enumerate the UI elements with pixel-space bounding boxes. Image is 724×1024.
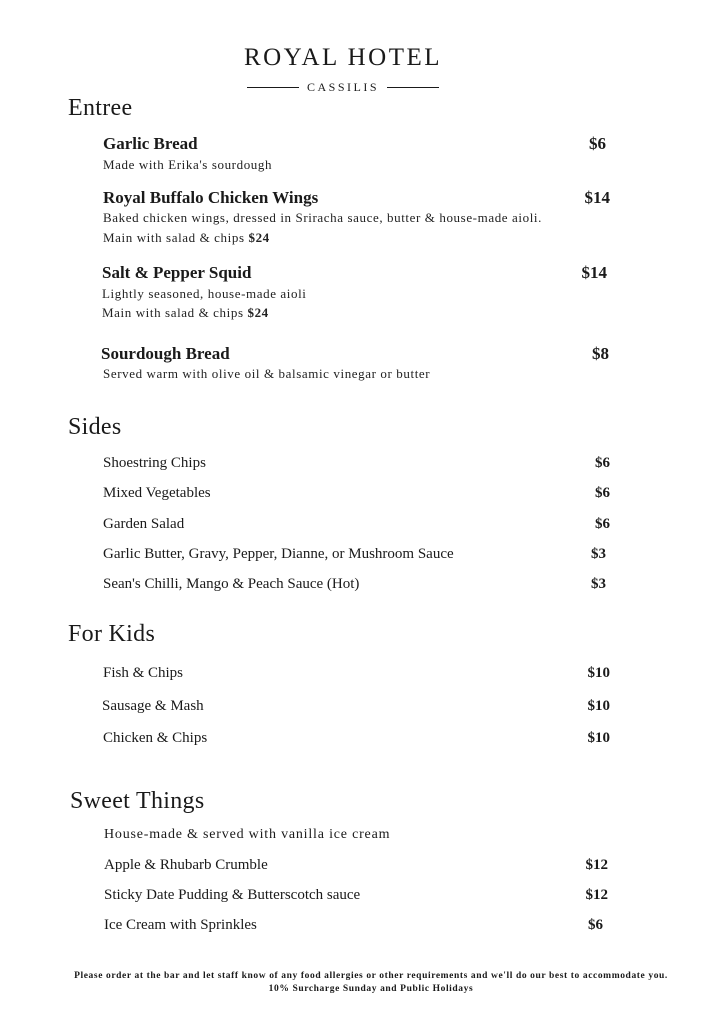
footer-note: Please order at the bar and let staff know of any food allergies or other requirements and we'll do our best to accommodate you. 10% Surcharge Sunday and Public Holidays [74,971,668,994]
menu-item-price: $14 [584,188,610,207]
right-divider [387,87,439,88]
list-item-price: $6 [595,516,610,532]
list-item-name: Sticky Date Pudding & Butterscotch sauce [104,887,361,903]
restaurant-subtitle: CASSILIS [306,80,379,94]
menu-item-price: $6 [589,134,606,153]
menu-item-description: Lightly seasoned, house-made aioli [102,286,307,301]
list-item-price: $3 [591,576,606,592]
menu-item-description: Made with Erika's sourdough [103,157,273,172]
restaurant-subtitle-block [0,75,686,95]
list-item-price: $6 [588,917,603,933]
list-item-price: $10 [587,665,610,681]
menu-item-name: Royal Buffalo Chicken Wings [103,188,319,207]
left-divider [247,87,299,88]
list-item-price: $12 [585,857,608,873]
list-item-name: Garden Salad [103,516,185,532]
section-heading-sides: Sides [68,414,122,440]
list-item-price: $12 [585,887,608,903]
list-item-name: Sean's Chilli, Mango & Peach Sauce (Hot) [103,576,360,592]
list-item-price: $3 [591,546,606,562]
section-heading-sweets: Sweet Things [70,788,205,814]
menu-item-description: Baked chicken wings, dressed in Sriracha sauce, butter & house-made aioli. Main with salad & chips $24 [103,210,542,245]
section-note: House-made & served with vanilla ice cream [104,827,391,842]
list-item-price: $6 [595,485,610,501]
list-item-name: Ice Cream with Sprinkles [104,917,257,933]
list-item-name: Shoestring Chips [103,455,206,471]
main-price: $24 [248,230,270,245]
main-price: $24 [247,305,269,320]
menu-item-name: Salt & Pepper Squid [102,263,252,282]
list-item-name: Sausage & Mash [102,698,204,714]
list-item-name: Mixed Vegetables [103,485,211,501]
section-heading-kids: For Kids [68,621,156,647]
list-item-price: $10 [587,698,610,714]
menu-item-description: Served warm with olive oil & balsamic vinegar or butter [103,366,431,381]
list-item-price: $6 [595,455,610,471]
menu-item-description: Main with salad & chips $24 [102,305,269,320]
list-item-name: Fish & Chips [103,665,184,681]
list-item-name: Apple & Rhubarb Crumble [104,857,268,873]
menu-item-price: $14 [581,263,607,282]
menu-item-price: $8 [592,344,609,363]
list-item-name: Garlic Butter, Gravy, Pepper, Dianne, or Mushroom Sauce [103,546,454,562]
section-heading-entree: Entree [68,95,133,121]
menu-item-name: Garlic Bread [103,134,198,153]
list-item-price: $10 [587,730,610,746]
restaurant-title: ROYAL HOTEL [243,44,443,71]
menu-item-name: Sourdough Bread [101,344,230,363]
list-item-name: Chicken & Chips [103,730,208,746]
